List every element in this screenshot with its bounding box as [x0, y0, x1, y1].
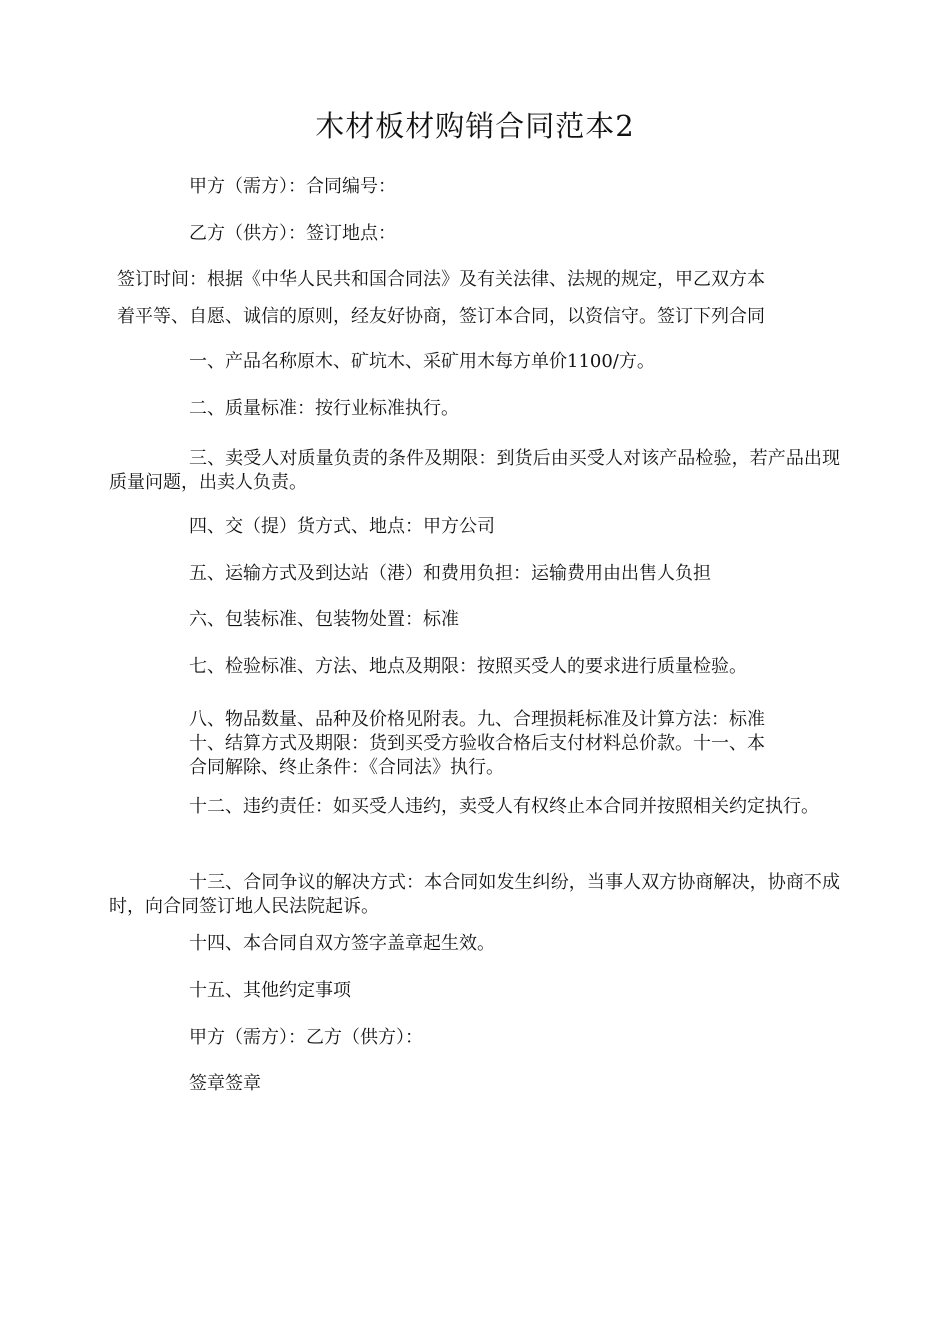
- party-b-line: 乙方（供方）：签订地点：: [189, 223, 396, 244]
- clause-6: 六、包装标准、包装物处置：标准: [189, 609, 459, 630]
- intro-line-2: 着平等、自愿、诚信的原则，经友好协商，签订本合同，以资信守。签订下列合同: [117, 306, 765, 327]
- clause-11-line-3: 合同解除、终止条件：《合同法》执行。: [189, 757, 504, 778]
- clause-7: 七、检验标准、方法、地点及期限：按照买受人的要求进行质量检验。: [189, 656, 747, 677]
- clause-13: 十三、合同争议的解决方式：本合同如发生纠纷，当事人双方协商解决，协商不成时，向合同签订地人民法院起诉。: [109, 872, 840, 917]
- clause-8-9-line-1: 八、物品数量、品种及价格见附表。九、合理损耗标准及计算方法：标准: [189, 709, 765, 730]
- clause-14: 十四、本合同自双方签字盖章起生效。: [189, 933, 495, 954]
- clause-4: 四、交（提）货方式、地点：甲方公司: [189, 516, 495, 537]
- signature-parties-line: 甲方（需方）：乙方（供方）：: [189, 1027, 423, 1048]
- clause-15: 十五、其他约定事项: [189, 980, 351, 1001]
- clause-1: 一、产品名称原木、矿坑木、采矿用木每方单价1100/方。: [189, 351, 655, 372]
- document-title: 木材板材购销合同范本2: [315, 109, 635, 143]
- clause-2: 二、质量标准：按行业标准执行。: [189, 398, 459, 419]
- clause-10-11-line-2: 十、结算方式及期限：货到买受方验收合格后支付材料总价款。十一、本: [189, 733, 765, 754]
- party-a-line: 甲方（需方）：合同编号：: [189, 176, 396, 197]
- signature-seal-line: 签章签章: [189, 1073, 261, 1094]
- clause-12: 十二、违约责任：如买受人违约，卖受人有权终止本合同并按照相关约定执行。: [189, 796, 819, 817]
- intro-line-1: 签订时间：根据《中华人民共和国合同法》及有关法律、法规的规定，甲乙双方本: [117, 269, 765, 290]
- clause-5: 五、运输方式及到达站（港）和费用负担：运输费用由出售人负担: [189, 563, 711, 584]
- clause-3: 三、卖受人对质量负责的条件及期限：到货后由买受人对该产品检验，若产品出现质量问题，出卖人负责。: [109, 448, 840, 493]
